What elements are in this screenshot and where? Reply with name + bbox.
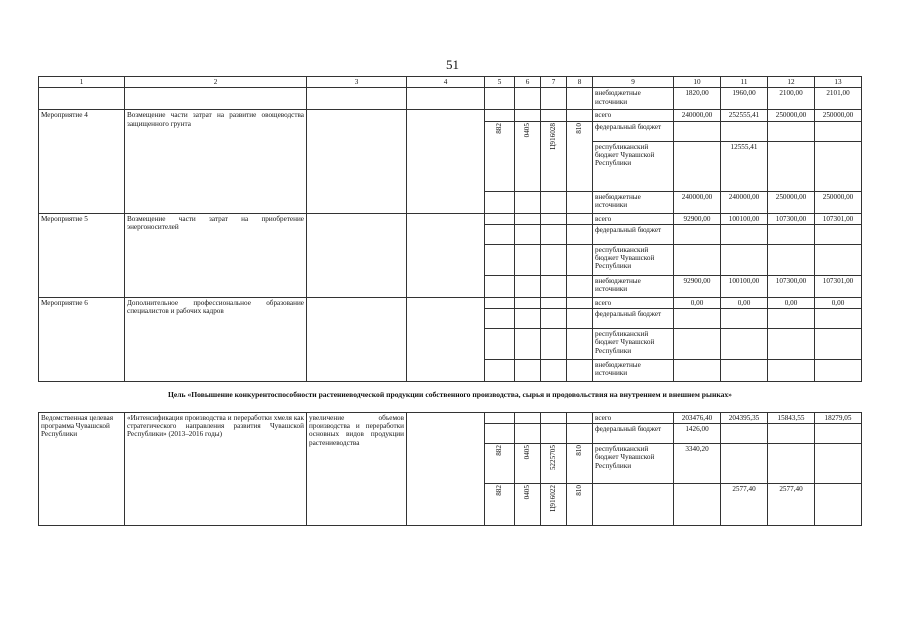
- activity-name: Возмещение части затрат на развитие овощеводства защищенного грунта: [125, 110, 307, 213]
- code-cell: 810: [575, 485, 584, 496]
- source-cell: федеральный бюджет: [593, 424, 674, 444]
- source-cell: республиканский бюджет Чувашской Республики: [593, 141, 674, 191]
- value-cell: 204395,35: [721, 412, 768, 423]
- source-cell: внебюджетные источники: [593, 88, 674, 110]
- code-cell: 0405: [523, 445, 532, 460]
- value-cell: 0,00: [674, 297, 721, 308]
- code-cell: 5225705: [549, 445, 558, 471]
- source-cell: федеральный бюджет: [593, 224, 674, 244]
- budget-table: [38, 76, 862, 526]
- table-row: [39, 88, 862, 110]
- value-cell: 107301,00: [815, 213, 862, 224]
- col-header: 5: [485, 77, 515, 88]
- value-cell: 240000,00: [721, 191, 768, 213]
- header-row: [39, 77, 862, 88]
- code-cell: 810: [575, 445, 584, 456]
- value-cell: 107300,00: [768, 275, 815, 297]
- value-cell: 3340,20: [674, 444, 721, 484]
- program-name: «Интенсификация производства и переработки хмеля как стратегического направления развития Чувашской Республики» (2013–2016 годы): [125, 412, 307, 525]
- value-cell: 12555,41: [721, 141, 768, 191]
- value-cell: 252555,41: [721, 110, 768, 121]
- source-cell: всего: [593, 297, 674, 308]
- col-header: 10: [674, 77, 721, 88]
- program-goal: увеличение объемов производства и переработки основных видов продукции растениеводства: [307, 412, 407, 525]
- value-cell: 1820,00: [674, 88, 721, 110]
- value-cell: 250000,00: [815, 110, 862, 121]
- col-header: 12: [768, 77, 815, 88]
- value-cell: 2100,00: [768, 88, 815, 110]
- code-cell: 882: [495, 122, 504, 134]
- col-header: 7: [541, 77, 567, 88]
- value-cell: 92900,00: [674, 275, 721, 297]
- source-cell: всего: [593, 412, 674, 423]
- col-header: 8: [567, 77, 593, 88]
- code-cell: 882: [495, 445, 504, 456]
- value-cell: 203476,40: [674, 412, 721, 423]
- col-header: 4: [407, 77, 485, 88]
- value-cell: 1960,00: [721, 88, 768, 110]
- value-cell: 0,00: [815, 297, 862, 308]
- value-cell: 2577,40: [721, 484, 768, 526]
- table-row: [39, 110, 862, 121]
- value-cell: 100100,00: [721, 213, 768, 224]
- goal-heading: Цель «Повышение конкурентоспособности растениеводческой продукции собственного производства, сырья и продовольствия на внутреннем и внешнем рынках»: [39, 382, 862, 413]
- activity-label: Мероприятие 5: [39, 213, 125, 297]
- activity-label: Мероприятие 4: [39, 110, 125, 213]
- table-row: [39, 297, 862, 308]
- col-header: 11: [721, 77, 768, 88]
- program-label: Ведомственная целевая программа Чувашской Республики: [39, 412, 125, 525]
- source-cell: внебюджетные источники: [593, 191, 674, 213]
- value-cell: 250000,00: [768, 191, 815, 213]
- code-cell: Ц916022: [549, 485, 558, 512]
- value-cell: 240000,00: [674, 110, 721, 121]
- value-cell: 18279,05: [815, 412, 862, 423]
- source-cell: республиканский бюджет Чувашской Республики: [593, 329, 674, 360]
- code-cell: 882: [495, 485, 504, 496]
- value-cell: 0,00: [768, 297, 815, 308]
- value-cell: 250000,00: [768, 110, 815, 121]
- col-header: 13: [815, 77, 862, 88]
- source-cell: всего: [593, 213, 674, 224]
- value-cell: 15843,55: [768, 412, 815, 423]
- col-header: 2: [125, 77, 307, 88]
- source-cell: внебюджетные источники: [593, 360, 674, 382]
- source-cell: республиканский бюджет Чувашской Республики: [593, 244, 674, 275]
- value-cell: 107301,00: [815, 275, 862, 297]
- source-cell: федеральный бюджет: [593, 309, 674, 329]
- activity-name: Дополнительное профессиональное образование специалистов и рабочих кадров: [125, 297, 307, 381]
- source-cell: федеральный бюджет: [593, 121, 674, 141]
- source-cell: всего: [593, 110, 674, 121]
- activity-label: Мероприятие 6: [39, 297, 125, 381]
- code-cell: 810: [575, 122, 584, 134]
- code-cell: 0405: [523, 122, 532, 137]
- source-cell: внебюджетные источники: [593, 275, 674, 297]
- table-row: [39, 412, 862, 423]
- value-cell: 250000,00: [815, 191, 862, 213]
- value-cell: 1426,00: [674, 424, 721, 444]
- value-cell: 240000,00: [674, 191, 721, 213]
- value-cell: 100100,00: [721, 275, 768, 297]
- goal-row: [39, 382, 862, 413]
- value-cell: 0,00: [721, 297, 768, 308]
- activity-name: Возмещение части затрат на приобретение энергоносителей: [125, 213, 307, 297]
- value-cell: 2577,40: [768, 484, 815, 526]
- col-header: 9: [593, 77, 674, 88]
- col-header: 1: [39, 77, 125, 88]
- col-header: 3: [307, 77, 407, 88]
- page-number: 51: [446, 57, 459, 72]
- value-cell: 2101,00: [815, 88, 862, 110]
- table-row: [39, 213, 862, 224]
- code-cell: 0405: [523, 485, 532, 500]
- value-cell: 107300,00: [768, 213, 815, 224]
- col-header: 6: [515, 77, 541, 88]
- value-cell: 92900,00: [674, 213, 721, 224]
- source-cell: республиканский бюджет Чувашской Республики: [593, 444, 674, 484]
- code-cell: Ц916028: [549, 122, 558, 150]
